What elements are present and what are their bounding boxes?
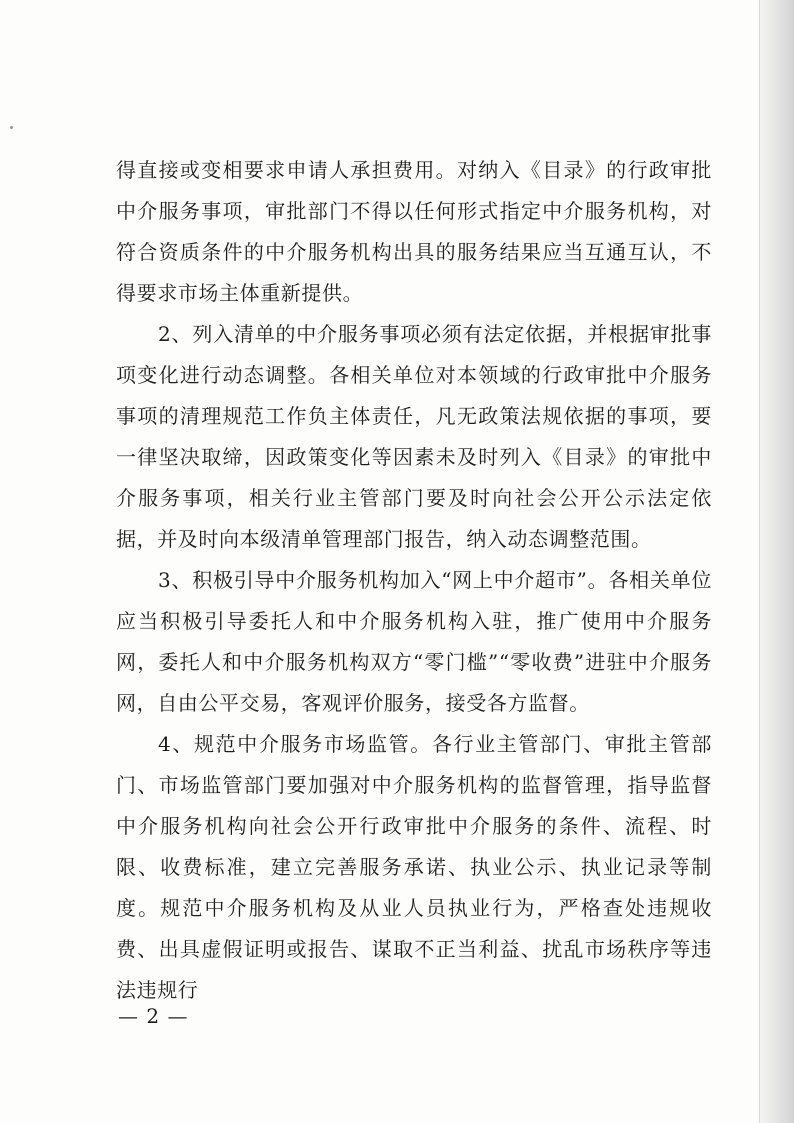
scan-edge-shadow xyxy=(760,0,794,1123)
paragraph-item-3: 3、积极引导中介服务机构加入“网上中介超市”。各相关单位应当积极引导委托人和中介服务机构入驻，推广使用中介服务网，委托人和中介服务机构双方“零门槛”“零收费”进驻中介服务网，自由公平交易，客观评价服务，接受各方监督。 xyxy=(116,568,712,715)
paragraph-continuation: 得直接或变相要求申请人承担费用。对纳入《目录》的行政审批中介服务事项，审批部门不得以任何形式指定中介服务机构，对符合资质条件的中介服务机构出具的服务结果应当互通互认，不得要求市场主体重新提供。 xyxy=(116,158,712,305)
document-body xyxy=(116,150,712,1011)
page-number: — 2 — xyxy=(118,1004,189,1028)
paragraph-item-4: 4、规范中介服务市场监管。各行业主管部门、审批主管部门、市场监管部门要加强对中介服务机构的监督管理，指导监督中介服务机构向社会公开行政审批中介服务的条件、流程、时限、收费标准，建立完善服务承诺、执业公示、执业记录等制度。规范中介服务机构及从业人员执业行为，严格查处违规收费、出具虚假证明或报告、谋取不正当利益、扰乱市场秩序等违法违规行 xyxy=(116,732,712,1002)
paragraph-item-2: 2、列入清单的中介服务事项必须有法定依据，并根据审批事项变化进行动态调整。各相关单位对本领域的行政审批中介服务事项的清理规范工作负主体责任，凡无政策法规依据的事项，要一律坚决取缔，因政策变化等因素未及时列入《目录》的审批中介服务事项，相关行业主管部门要及时向社会公开公示法定依据，并及时向本级清单管理部门报告，纳入动态调整范围。 xyxy=(116,322,712,551)
scan-speck xyxy=(10,126,13,129)
